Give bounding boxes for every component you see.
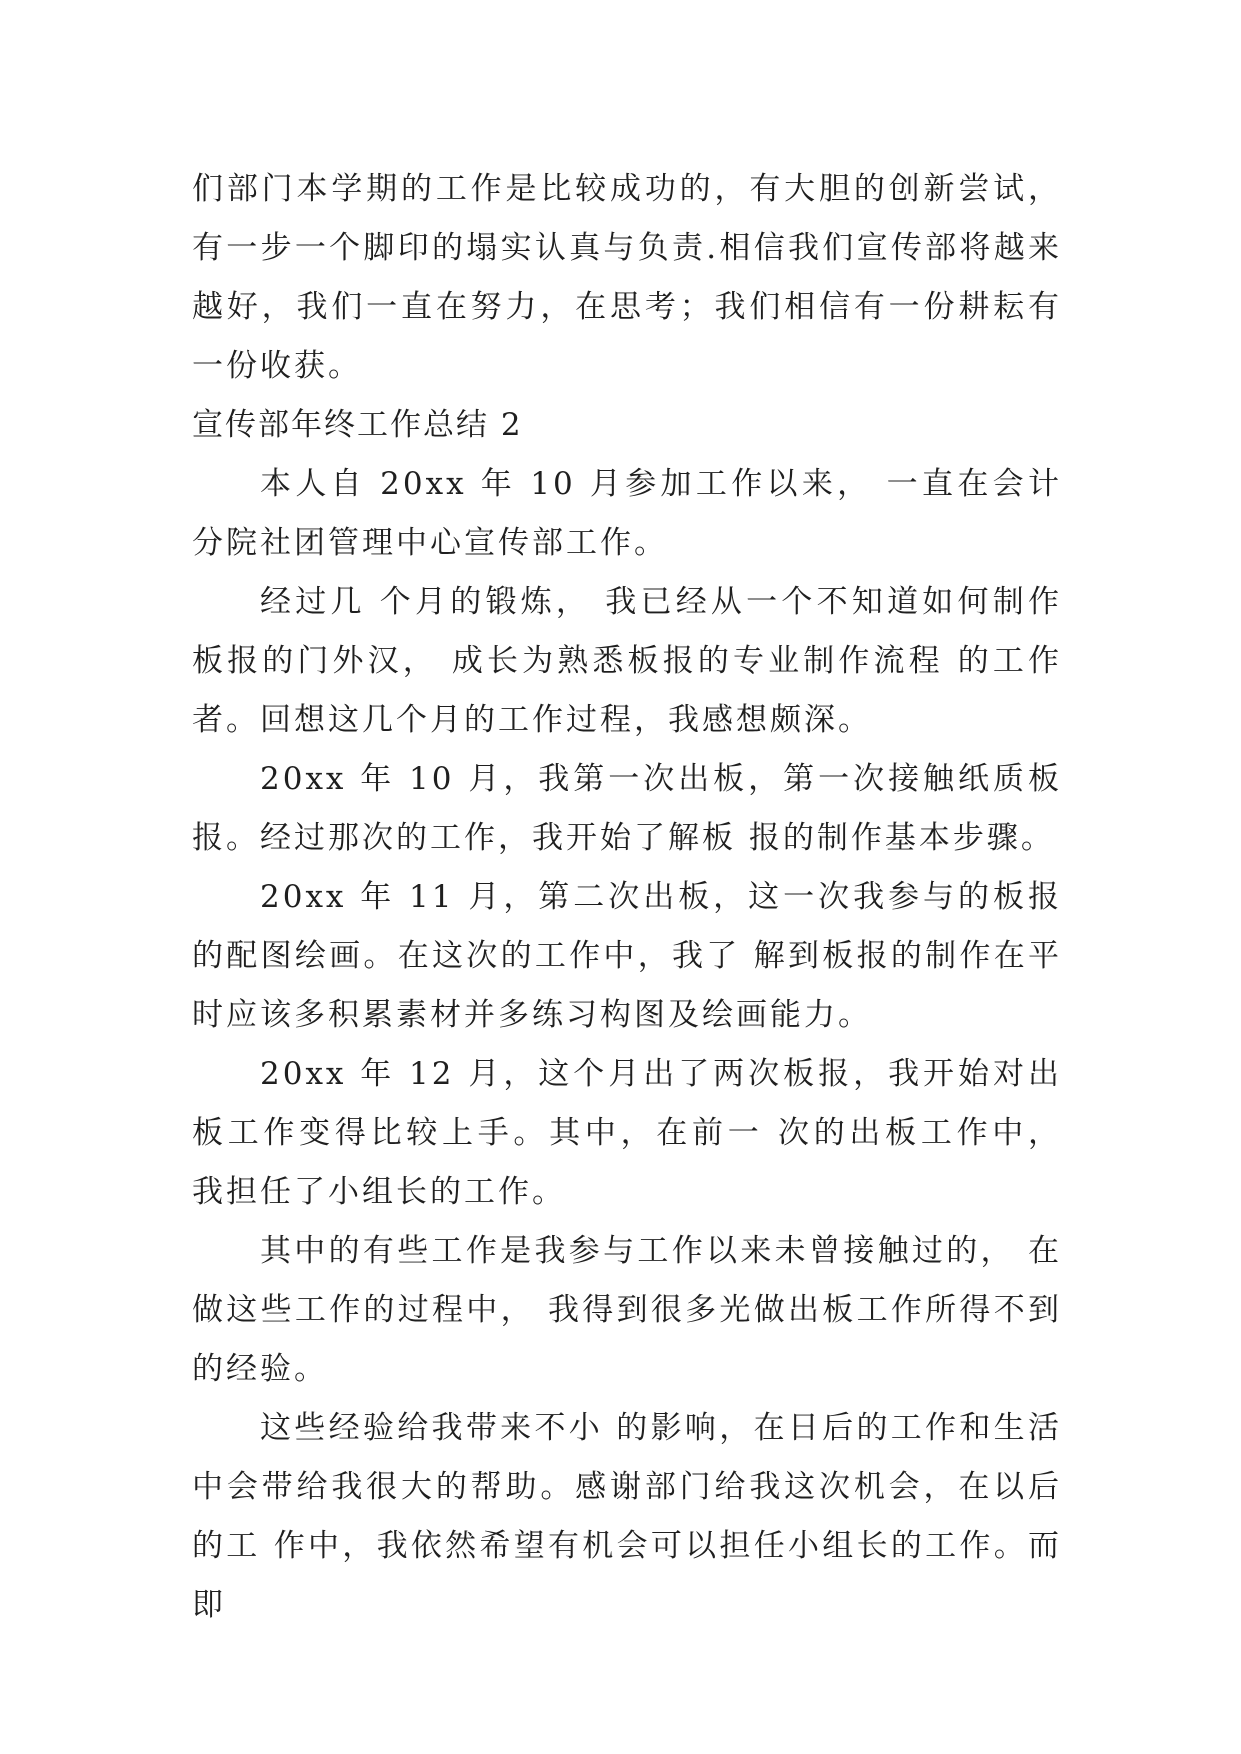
paragraph: 20xx 年 10 月，我第一次出板，第一次接触纸质板报。经过那次的工作，我开始了解板 报的制作基本步骤。	[192, 761, 1062, 856]
paragraph: 本人自 20xx 年 10 月参加工作以来， 一直在会计分院社团管理中心宣传部工作。	[192, 466, 1062, 561]
paragraph: 20xx 年 12 月，这个月出了两次板报，我开始对出板工作变得比较上手。其中，在前一 次的出板工作中， 我担任了小组长的工作。	[192, 1056, 1062, 1210]
paragraph: 经过几 个月的锻炼， 我已经从一个不知道如何制作板报的门外汉， 成长为熟悉板报的专业制作流程 的工作者。回想这几个月的工作过程，我感想颇深。	[192, 584, 1062, 738]
paragraph-continuation: 们部门本学期的工作是比较成功的，有大胆的创新尝试，有一步一个脚印的塌实认真与负责.相信我们宣传部将越来越好，我们一直在努力，在思考；我们相信有一份耕耘有一份收获。	[192, 171, 1062, 384]
paragraph: 20xx 年 11 月，第二次出板，这一次我参与的板报的配图绘画。在这次的工作中，我了 解到板报的制作在平时应该多积累素材并多练习构图及绘画能力。	[192, 879, 1062, 1033]
document-body	[192, 160, 1062, 1635]
paragraph: 这些经验给我带来不小 的影响，在日后的工作和生活中会带给我很大的帮助。感谢部门给我这次机会，在以后的工 作中，我依然希望有机会可以担任小组长的工作。而即	[192, 1410, 1062, 1623]
section-heading: 宣传部年终工作总结 2	[192, 407, 523, 443]
paragraph: 其中的有些工作是我参与工作以来未曾接触过的， 在做这些工作的过程中， 我得到很多光做出板工作所得不到的经验。	[192, 1233, 1062, 1387]
